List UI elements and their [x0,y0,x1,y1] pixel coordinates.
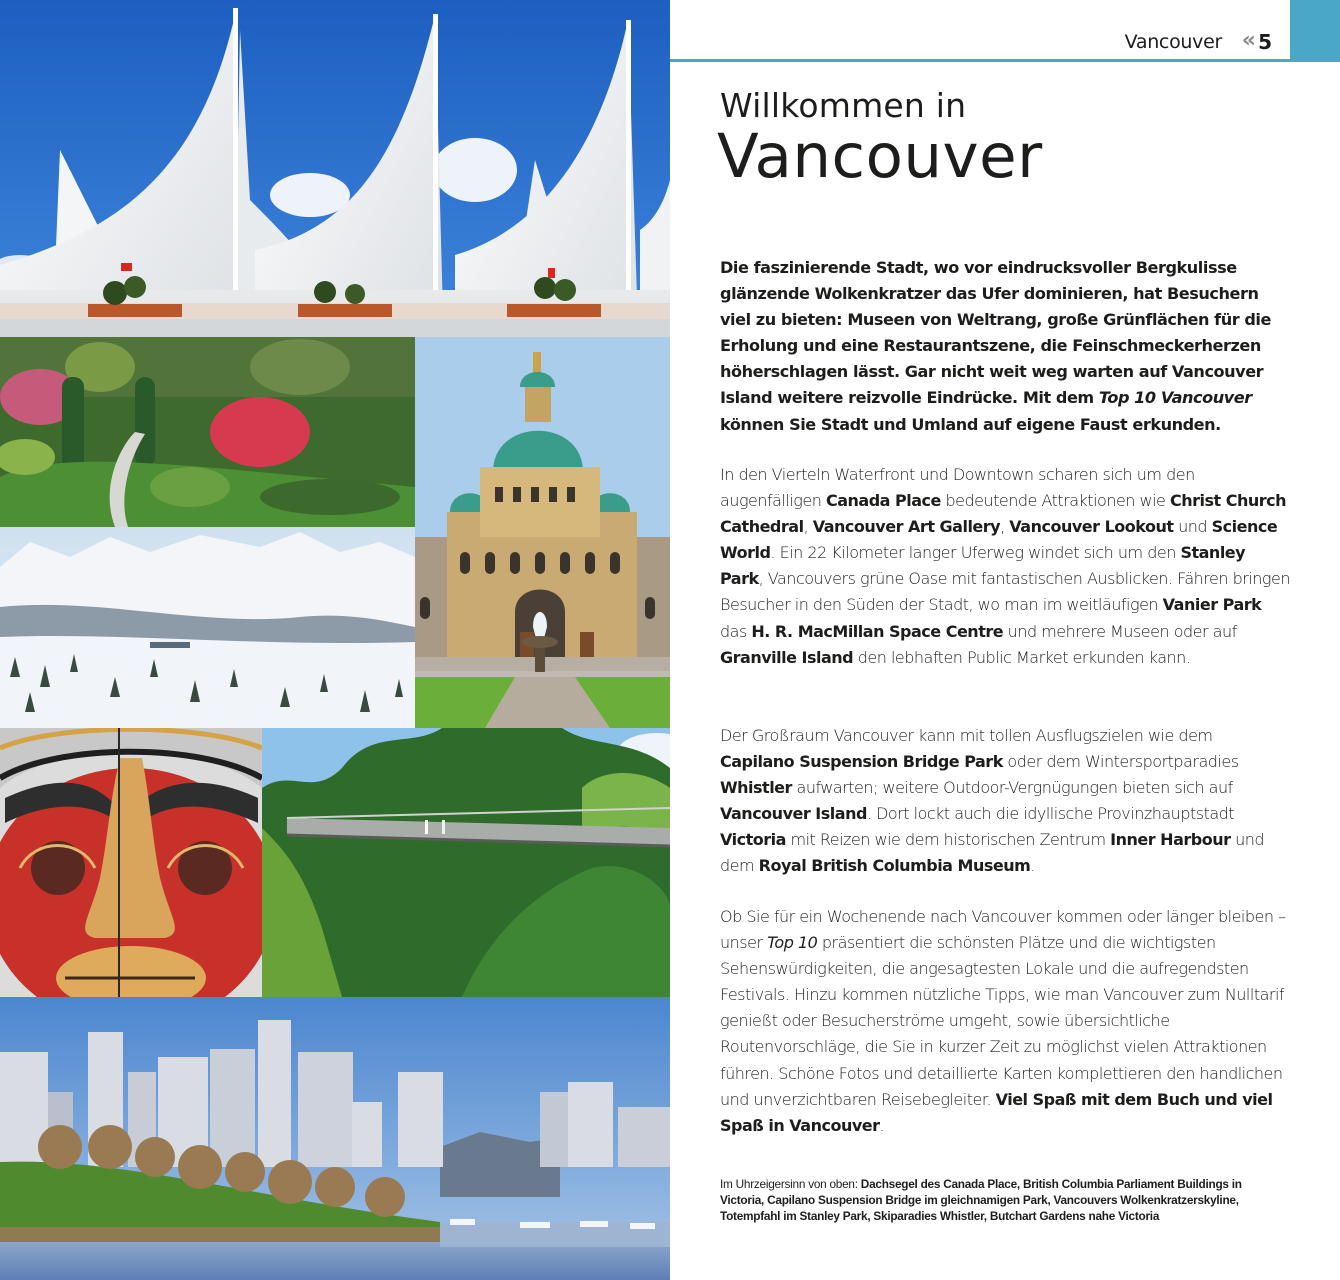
paragraph-text: . Ein 22 Kilometer langer Uferweg windet sich um den [770,543,1181,563]
paragraph-text: den lebhaften Public Market erkunden kann. [853,647,1191,667]
running-title: Vancouver [1124,31,1222,53]
double-chevron-left-icon: « [1241,28,1256,53]
section-color-tab [1290,0,1340,59]
photo-vancouver-skyline [0,997,670,1280]
paragraph-text: , Vancouvers grüne Oase mit fantastischen Ausblicken. Fähren bringen Besucher in den Süden der Stadt, wo man im weitläufigen [720,569,1290,615]
highlighted-place: Vanier Park [1162,595,1262,615]
caption-intro: Im Uhrzeigersinn von oben: [720,1177,861,1191]
paragraph-text: und dem [720,830,1265,876]
highlighted-place: Christ Church Cathedral [720,491,1287,537]
highlighted-place: Canada Place [825,491,941,511]
paragraph-text: mit Reizen wie dem historischen Zentrum [785,830,1111,850]
paragraph-text: oder dem Wintersportparadies [1002,752,1239,772]
paragraph-text: das [720,621,752,641]
page-number: 5 [1258,30,1272,54]
paragraph-text: präsentiert die schönsten Plätze und die wichtigsten Sehenswürdigkeiten, die angesagtesten Lokale und die aufregendsten Festivals. Hinzu kommen nützliche Tipps, wie man Vancouver zum Nulltarif genießt oder Besucherströme umgeht, sowie übersichtliche Routenvorschläge, die Sie in kurzer Zeit zu möglichst vielen Attraktionen führen. Schöne Fotos und detaillierte Karten komplettieren den handlichen und unverzichtbaren Reisebegleiter. [720,933,1285,1109]
photo-capilano-suspension-bridge [262,728,670,997]
highlighted-place: Victoria [720,830,786,850]
highlighted-place: Royal British Columbia Museum [758,856,1031,876]
lead-text-end: können Sie Stadt und Umland auf eigene Faust erkunden. [720,414,1221,434]
paragraph-text: aufwarten; weitere Outdoor-Vergnügungen bieten sich auf [791,778,1233,798]
heading-block [717,80,1295,192]
body-paragraph [720,723,1290,880]
body-paragraph [720,904,1290,1139]
highlighted-place: Science World [720,517,1278,563]
lead-book-title: Top 10 Vancouver [1098,388,1252,408]
paragraph-text: , [803,517,813,537]
photo-totem-pole [0,728,262,997]
paragraph-text: In den Vierteln Waterfront und Downtown scharen sich um den augenfälligen [720,465,1195,511]
paragraph-text: , [1000,517,1010,537]
highlighted-place: Capilano Suspension Bridge Park [720,752,1003,772]
photo-canada-place-sails [0,0,670,337]
paragraph-text: bedeutende Attraktionen wie [940,491,1170,511]
lead-paragraph [720,255,1290,438]
highlighted-place: Inner Harbour [1110,830,1231,850]
running-header [670,0,1340,62]
highlighted-place: Vancouver Art Gallery [812,517,1001,537]
highlighted-place: Granville Island [720,647,854,667]
paragraph-text: Ob Sie für ein Wochenende nach Vancouver kommen oder länger bleiben – unser [720,907,1286,953]
highlighted-place: Vancouver Island [720,804,867,824]
paragraph-text: und [1173,517,1212,537]
photo-bc-parliament-buildings [415,337,670,728]
heading-kicker: Willkommen in [720,86,967,125]
highlighted-place: Viel Spaß mit dem Buch und viel Spaß in Vancouver [720,1089,1273,1135]
paragraph-text: Der Großraum Vancouver kann mit tollen Ausflugszielen wie dem [720,726,1213,745]
paragraph-text: . [1030,856,1035,876]
highlighted-place: Stanley Park [720,543,1246,589]
highlighted-place: H. R. MacMillan Space Centre [751,621,1004,641]
caption-items: Dachsegel des Canada Place, British Columbia Parliament Buildings in Victoria, Capilano Suspension Bridge im gleichnamigen Park, Vancouvers Wolkenkratzerskyline, Totempfahl im Stanley Park, Skiparadies Whistler, Butchart Gardens nahe Victoria [720,1177,1242,1223]
paragraph-text: . [879,1115,885,1135]
photo-butchart-gardens [0,337,415,527]
paragraph-text: . Dort lockt auch die idyllische Provinzhauptstadt [866,804,1235,824]
lead-text: Die faszinierende Stadt, wo vor eindrucksvoller Bergkulisse glänzende Wolkenkratzer das Ufer dominieren, hat Besuchern viel zu bieten: Museen von Weltrang, große Grünflächen für die Erholung und eine Restaurantszene, die Feinschmeckerherzen höherschlagen lässt. Gar nicht weit weg warten auf Vancouver Island weitere reizvolle Eindrücke. Mit dem [720,258,1271,408]
highlighted-place: Vancouver Lookout [1009,517,1174,537]
book-title: Top 10 [767,933,818,953]
photo-whistler-ski-resort [0,527,415,728]
highlighted-place: Whistler [720,778,792,798]
paragraph-text: und mehrere Museen oder auf [1003,621,1237,641]
photo-caption [720,1176,1285,1224]
body-paragraph [720,462,1290,671]
page-title: Vancouver [717,121,1043,192]
